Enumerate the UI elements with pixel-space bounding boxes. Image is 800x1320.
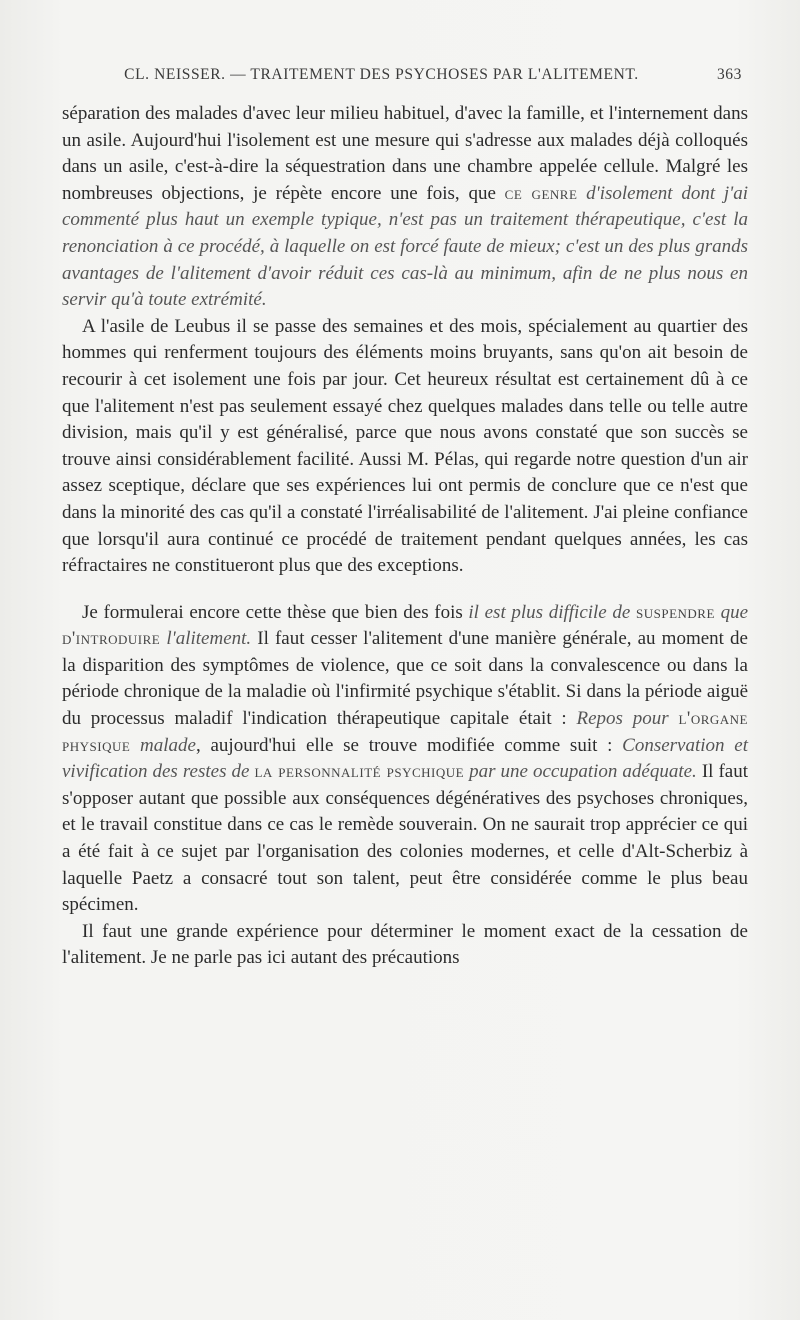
small-caps-segment: d'introduire bbox=[62, 628, 161, 650]
paragraph-4 bbox=[62, 919, 748, 972]
italic-segment: que bbox=[714, 601, 749, 623]
small-caps-segment: ce genre bbox=[504, 182, 578, 204]
text-segment: Il faut une grande expérience pour déterminer le moment exact de la cessation de l'alitement. Je ne parle pas ici autant des précautions bbox=[62, 920, 748, 969]
paragraph-3 bbox=[62, 600, 748, 919]
text-segment: , aujourd'hui elle se trouve modifiée comme suit : bbox=[195, 734, 623, 756]
paragraph-2 bbox=[62, 314, 748, 580]
text-segment: séparation des malades d'avec leur milieu habituel, d'avec la famille, et l'internement dans un asile. Aujourd'hui l'isolement est une mesure qui s'adresse aux malades déjà colloqués dans un asile, c'est-à-dire la séquestration dans une chambre appelée cellule. Malgré les nombreuses objections, je répète encore une fois, que bbox=[62, 103, 748, 204]
paragraph-1 bbox=[62, 101, 748, 314]
running-head bbox=[62, 66, 742, 84]
running-head-title: CL. NEISSER. — TRAITEMENT DES PSYCHOSES PAR L'ALITEMENT. bbox=[124, 66, 639, 83]
text-segment: A l'asile de Leubus il se passe des semaines et des mois, spécialement au quartier des hommes qui renferment toujours des éléments moins bruyants, sans qu'on ait besoin de recourir à cet isolement une fois par jour. Cet heureux résultat est certainement dû à ce que l'alitement n'est pas seulement essayé chez quelques malades dans telle ou telle autre division, mais qu'il y est généralisé, parce que nous avons constaté que son succès se trouve ainsi considérablement facilité. Aussi M. Pélas, qui regarde notre question d'un air assez sceptique, déclare que ses expériences lui ont permis de conclure que ce n'est que dans la minorité des cas qu'il a constaté l'irréalisabilité de l'alitement. J'ai pleine confiance que lorsqu'il aura continué ce procédé de traitement pendant quelques années, les cas réfractaires ne constitueront plus que des exceptions. bbox=[62, 315, 748, 577]
italic-segment: l'alitement. bbox=[160, 628, 252, 650]
text-segment: Il faut cesser l'alitement d'une manière générale, au moment de la disparition des symptômes de violence, que ce soit dans la convalescence ou dans la période chronique de la maladie où l'infirmité psychique s'établit. Si dans la période aiguë du processus maladif l'indication thérapeutique capitale était : bbox=[62, 628, 748, 730]
italic-segment: par une occupation adéquate. bbox=[464, 761, 697, 783]
italic-segment: Conservation et vivification des restes de bbox=[62, 734, 748, 783]
body-text bbox=[62, 101, 748, 972]
page-number: 363 bbox=[716, 66, 742, 83]
small-caps-segment: la personnalité psychique bbox=[254, 761, 465, 783]
italic-segment: Repos pour bbox=[576, 708, 679, 730]
text-segment: Je formulerai encore cette thèse que bien des fois bbox=[82, 601, 469, 623]
small-caps-segment: suspendre bbox=[636, 601, 715, 623]
text-segment: Il faut s'opposer autant que possible aux conséquences dégénératives des psychoses chroniques, et le travail constitue dans ce cas le remède souverain. On ne saurait trop apprécier ce qui a été fait à ce sujet par l'organisation des colonies modernes, et celle d'Alt-Scherbiz à laquelle Paetz a consacré tout son talent, peut être considérée comme le plus beau spécimen. bbox=[62, 761, 749, 916]
italic-segment: malade bbox=[130, 734, 196, 756]
italic-segment: d'isolement dont j'ai commenté plus haut un exemple typique, n'est pas un traitement thérapeutique, c'est la renonciation à ce procédé, à laquelle on est forcé faute de mieux; c'est un des plus grands avantages de l'alitement d'avoir réduit ces cas-là au minimum, afin de ne plus nous en servir qu'à toute extrémité. bbox=[62, 182, 748, 311]
small-caps-segment: l'organe physique bbox=[62, 708, 748, 756]
italic-segment: il est plus difficile de bbox=[468, 601, 636, 623]
